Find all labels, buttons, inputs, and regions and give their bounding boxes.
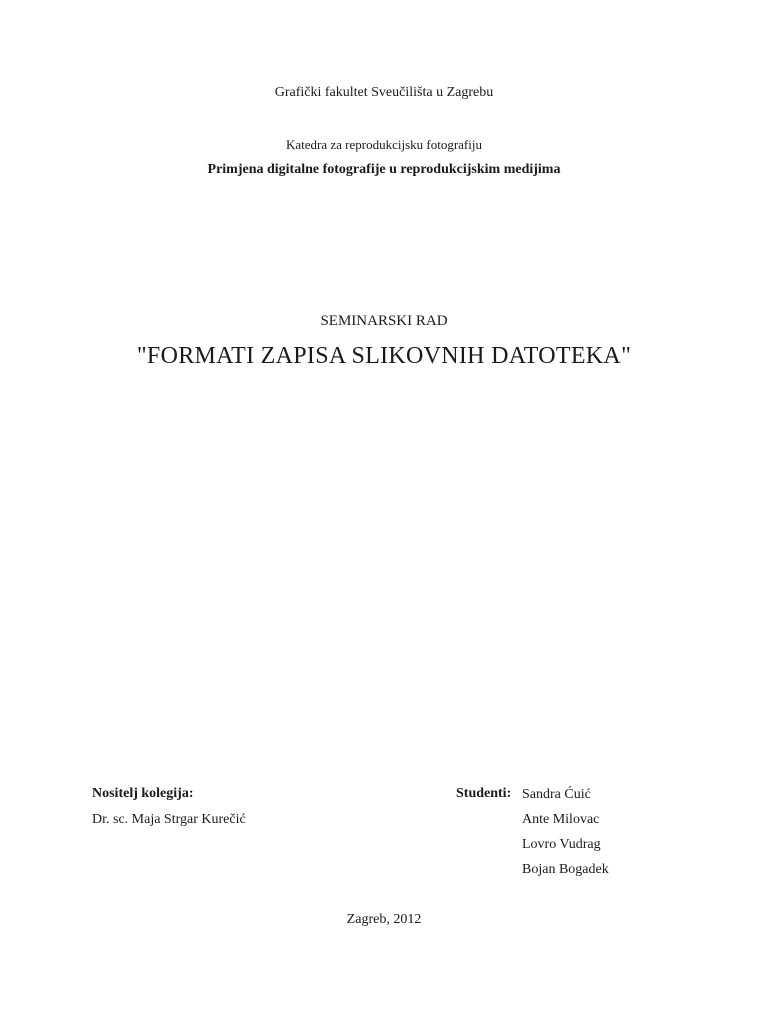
students-label: Studenti: (456, 786, 512, 801)
student-name: Bojan Bogadek (522, 862, 609, 877)
document-title: "FORMATI ZAPISA SLIKOVNIH DATOTEKA" (136, 343, 632, 369)
mentor-name: Dr. sc. Maja Strgar Kurečić (92, 812, 246, 827)
course-name: Primjena digitalne fotografije u reprodukcijskim medijima (207, 162, 561, 177)
students-list (522, 786, 609, 886)
department-name: Katedra za reprodukcijsku fotografiju (285, 137, 482, 152)
student-name: Ante Milovac (522, 812, 600, 827)
mentor-label: Nositelj kolegija: (92, 786, 194, 801)
place-date: Zagreb, 2012 (346, 912, 422, 927)
student-name: Lovro Vudrag (522, 837, 601, 852)
student-name: Sandra Ćuić (522, 787, 591, 802)
institution-name: Grafički fakultet Sveučilišta u Zagrebu (274, 85, 494, 100)
document-type: SEMINARSKI RAD (320, 313, 448, 329)
